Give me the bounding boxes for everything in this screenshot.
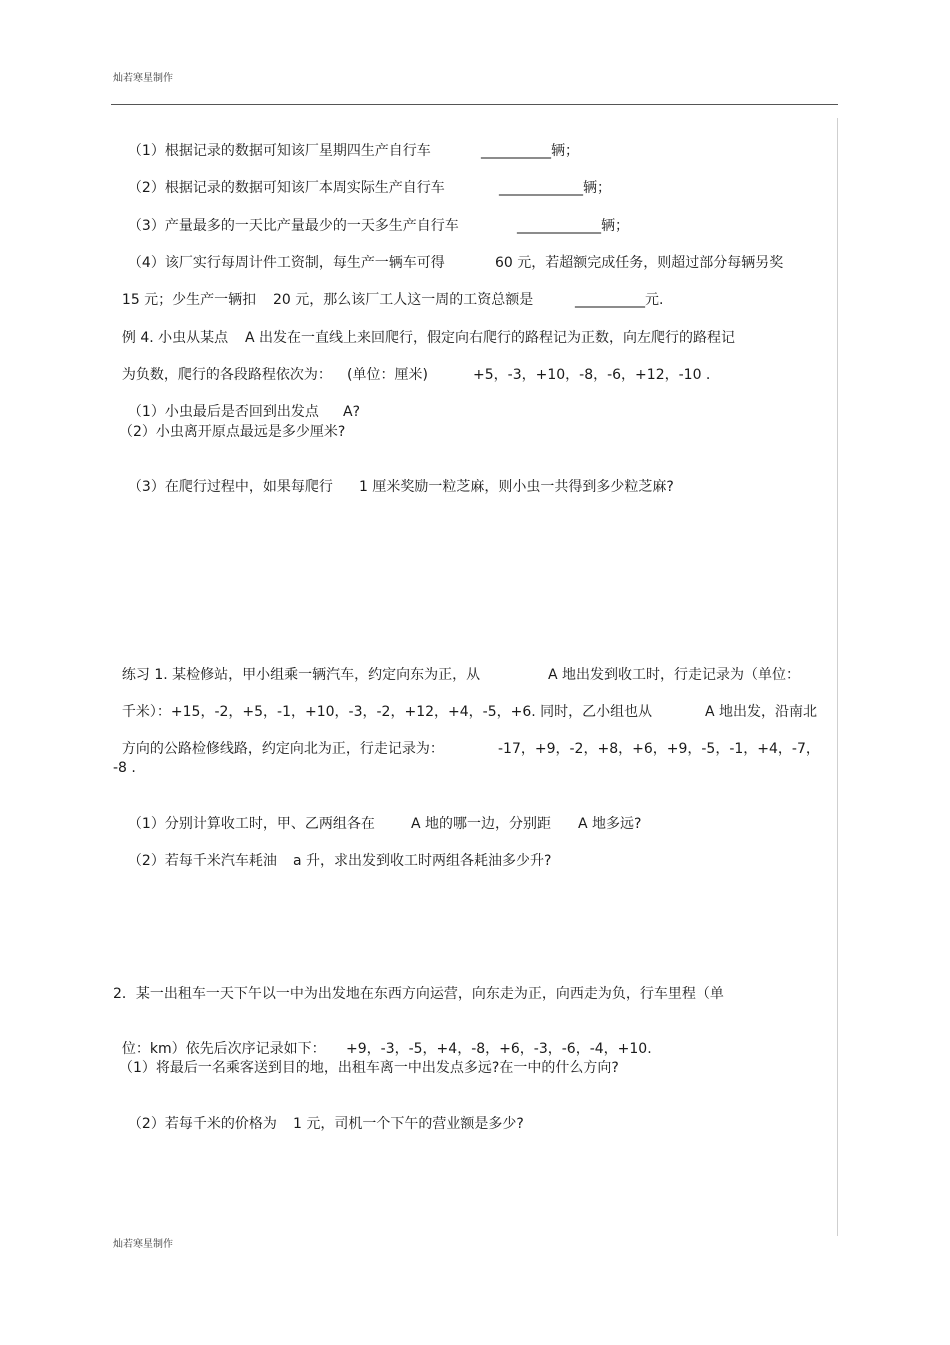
right-margin-line [837,118,838,1236]
part1-q2-blank: ____________辆； [499,180,611,196]
exercise1-line2-b: A 地出发，沿南北 [705,704,818,720]
part1-q3-blank: ____________辆； [517,218,629,234]
example4-line2-a: 为负数，爬行的各段路程依次为： [121,367,332,383]
part1-q4 [119,236,784,272]
part1-q2-text: （2）根据记录的数据可知该厂本周实际生产自行车 [127,180,445,196]
example4-line2 [113,348,711,384]
exercise2-line2-values: +9，-3，-5，+4，-8，+6，-3，-6，-4，+10. [346,1041,652,1057]
example4-q1-text: （1）小虫最后是否回到出发点 [127,404,319,420]
example4-line2-unit: (单位：厘米) [347,367,428,383]
part1-q1-text: （1）根据记录的数据可知该厂星期四生产自行车 [127,143,431,159]
example4-line1 [113,311,736,347]
exercise1-line2-a: 千米）：+15，-2，+5，-1，+10，-3，-2，+12，+4，-5，+6. 同时，乙小组也从 [121,704,653,720]
exercise2-q2-b: 1 元，司机一个下午的营业额是多少? [293,1116,524,1132]
exercise1-q1-a: （1）分别计算收工时，甲、乙两组各在 [127,816,375,832]
header-rule [111,104,838,105]
part1-q4-text: （4）该厂实行每周计件工资制，每生产一辆车可得 [127,255,445,271]
page-header: 灿若寒星制作 [113,73,173,84]
exercise1-q2 [119,834,552,870]
part1-q3 [119,199,629,235]
example4-q2: （2）小虫离开原点最远是多少厘米? [119,424,346,440]
part1-q1 [119,124,579,160]
exercise2-q2-a: （2）若每千米的价格为 [127,1116,277,1132]
exercise2-q1: （1）将最后一名乘客送到目的地，出租车离一中出发点多远?在一中的什么方向? [119,1060,619,1076]
exercise2-line2-a: 位：km）依先后次序记录如下： [121,1041,326,1057]
part1-q2 [119,161,611,197]
exercise1-line1 [113,648,801,684]
example4-q1 [119,385,361,421]
part1-q3-text: （3）产量最多的一天比产量最少的一天多生产自行车 [127,218,459,234]
example4-line2-values: +5，-3，+10，-8，-6，+12，-10 . [473,367,711,383]
example4-q3-text: （3）在爬行过程中，如果每爬行 [127,479,333,495]
page-footer: 灿若寒星制作 [113,1239,173,1250]
exercise1-line4: -8 . [113,760,136,776]
part1-q4b-b: 20 元，那么该厂工人这一周的工资总额是 [273,292,534,308]
exercise1-q1-b: A 地的哪一边，分别距 [411,816,552,832]
exercise2-q2 [119,1097,524,1133]
exercise1-line2 [113,685,818,721]
example4-q3-text2: 1 厘米奖励一粒芝麻，则小虫一共得到多少粒芝麻? [359,479,674,495]
example4-line1-a: 例 4. 小虫从某点 [121,330,229,346]
exercise1-line3-a: 方向的公路检修线路，约定向北为正，行走记录为： [121,741,444,757]
exercise1-line1-a: 练习 1. 某检修站，甲小组乘一辆汽车，约定向东为正，从 [121,667,481,683]
part1-q4-cont [113,273,664,309]
exercise2-line1: 2．某一出租车一天下午以一中为出发地在东西方向运营，向东走为正，向西走为负，行车里程（单 [113,986,724,1002]
part1-q4b-a: 15 元；少生产一辆扣 [121,292,257,308]
exercise1-q2-a: （2）若每千米汽车耗油 [127,853,277,869]
exercise1-q1 [119,797,642,833]
example4-q1-point: A? [343,404,361,420]
exercise1-q1-c: A 地多远? [578,816,642,832]
part1-q4b-blank: __________元. [575,292,664,308]
exercise1-q2-b: a 升，求出发到收工时两组各耗油多少升? [293,853,552,869]
part1-q4-text2: 60 元，若超额完成任务，则超过部分每辆另奖 [495,255,784,271]
exercise2-line2 [113,1022,652,1058]
exercise1-line3-values: -17，+9，-2，+8，+6，+9，-5，-1，+4，-7， [498,741,820,757]
part1-q1-blank: __________辆； [481,143,579,159]
exercise1-line3 [113,722,820,758]
example4-line1-b: A 出发在一直线上来回爬行，假定向右爬行的路程记为正数，向左爬行的路程记 [245,330,736,346]
exercise1-line1-b: A 地出发到收工时，行走记录为（单位： [548,667,801,683]
example4-q3 [119,460,674,496]
